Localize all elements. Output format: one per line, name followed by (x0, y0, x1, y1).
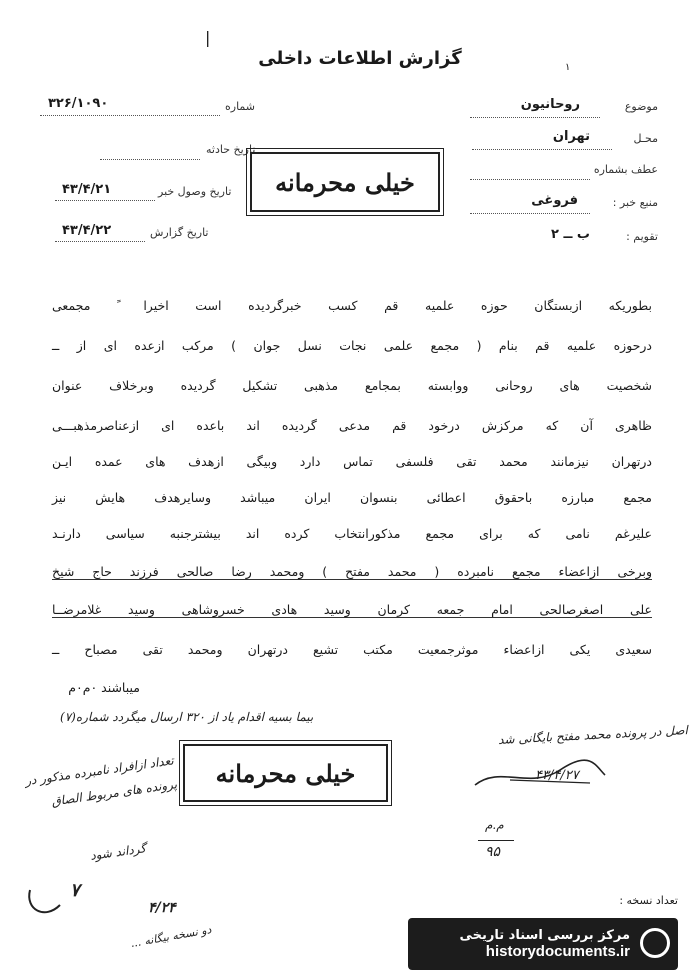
field-value-place: تهران (552, 129, 590, 144)
field-label-number: شماره (225, 100, 256, 113)
signature-date: ۴۳/۴/۲۷ (535, 768, 579, 783)
body-closing: میباشند ۰م۰م (68, 680, 140, 695)
handwritten-note-attach-2: گرداند شود (89, 841, 147, 863)
classification-stamp-bottom: خیلی محرمانه (183, 744, 388, 802)
field-line (472, 148, 612, 150)
handwritten-scribble (20, 880, 70, 930)
handwritten-date: ۴/۲۴ (148, 900, 176, 916)
body-line-2: درحوزه علمیه قم بنام ( مجمع علمی نجات نسل جوان ) مرکب ازعده ای از ــ (52, 338, 652, 353)
field-label-received-date: تاریخ وصول خبر (158, 185, 232, 198)
body-line-8: وبرخی ازاعضاء مجمع نامبرده ( محمد مفتح ) ومحمد رضا صالحی فرزند حاج شیخ (52, 564, 652, 579)
field-value-calendar: ب ــ ۲ (551, 227, 590, 242)
fraction-bottom: ۹۵ (485, 844, 501, 860)
field-line (40, 114, 220, 116)
handwritten-note-filed: اصل در پرونده محمد مفتح بایگانی شد (497, 723, 689, 747)
archive-logo-fa: مرکز بررسی اسناد تاریخی (459, 928, 630, 943)
body-line-4: ظاهری آن که مرکزش درخود قم مدعی گردیده اند باعده ای ازعناصرمذهبـــی (52, 418, 652, 433)
field-label-event-date: تاریخ حادثه (206, 143, 256, 156)
handwritten-signature: دو نسخه بیگانه ... (129, 922, 213, 951)
field-label-source: منبع خبر : (612, 196, 658, 209)
field-label-calendar: تقویم : (626, 230, 658, 243)
body-line-10: سعیدی یکی ازاعضاء موثرجمعیت مکتب تشیع درتهران ومحمد تقی مصباح ــ (52, 642, 652, 657)
archive-logo (408, 918, 678, 970)
field-line (55, 240, 145, 242)
body-line-5: درتهران نیزمانند محمد تقی فلسفی تماس دارد وبیگی ازهدف های عمده ایـن (52, 454, 652, 469)
field-value-report-date: ۴۳/۴/۲۲ (62, 223, 112, 238)
corner-mark: ۱ (565, 62, 571, 73)
top-mark: | (205, 28, 211, 47)
field-label-ref: عطف بشماره (593, 163, 658, 176)
field-line (100, 158, 200, 160)
body-line-1: بطوریکه ازبستگان حوزه علمیه قم کسب خبرگردیده است اخیرا ً مجمعی (52, 298, 652, 313)
field-line (470, 116, 600, 118)
field-value-source: فروغی (531, 193, 578, 208)
fraction-top: م.م (485, 818, 504, 832)
classification-stamp: خیلی محرمانه (250, 152, 440, 212)
field-label-subject: موضوع (624, 100, 658, 113)
body-line-9: علی اصغرصالحی امام جمعه کرمان وسید هادی خسروشاهی وسید غلامرضــا (52, 602, 652, 617)
report-title: گزارش اطلاعات داخلی (258, 48, 462, 69)
handwritten-number: ۷ (70, 880, 80, 901)
field-line (55, 199, 155, 201)
field-label-report-date: تاریخ گزارش (150, 226, 209, 239)
field-line (470, 178, 590, 180)
field-line (470, 212, 590, 214)
fraction-bar (478, 840, 514, 841)
field-value-received-date: ۴۳/۴/۲۱ (62, 182, 112, 197)
copies-label: تعداد نسخه : (619, 894, 678, 907)
field-label-place: محـل (633, 132, 658, 145)
field-value-number: ۳۲۶/۱۰۹۰ (48, 96, 109, 111)
body-line-6: مجمع مبارزه باحقوق اعطائی بنسوان ایران میباشد وسایرهدف هایش نیز (52, 490, 652, 505)
body-line-3: شخصیت های روحانی ووابسته بمجامع مذهبی تشکیل گردیده وبرخلاف عنوان (52, 378, 652, 393)
body-line-7: علیرغم نامی که برای مجمع مذکورانتخاب کرده اند بیشترجنبه سیاسی دارنـد (52, 526, 652, 541)
handwritten-note-attach: تعداد ازافراد نامبرده مذکور در پرونده های مربوط الصاق (24, 753, 178, 809)
handwritten-note-forward: بیما بسیه اقدام یاد از ۳۲۰ ارسال میگردد شماره(۷) (60, 710, 314, 724)
archive-logo-url: historydocuments.ir (485, 943, 630, 960)
field-value-subject: روحانیون (520, 97, 580, 112)
archive-logo-icon (640, 928, 670, 958)
